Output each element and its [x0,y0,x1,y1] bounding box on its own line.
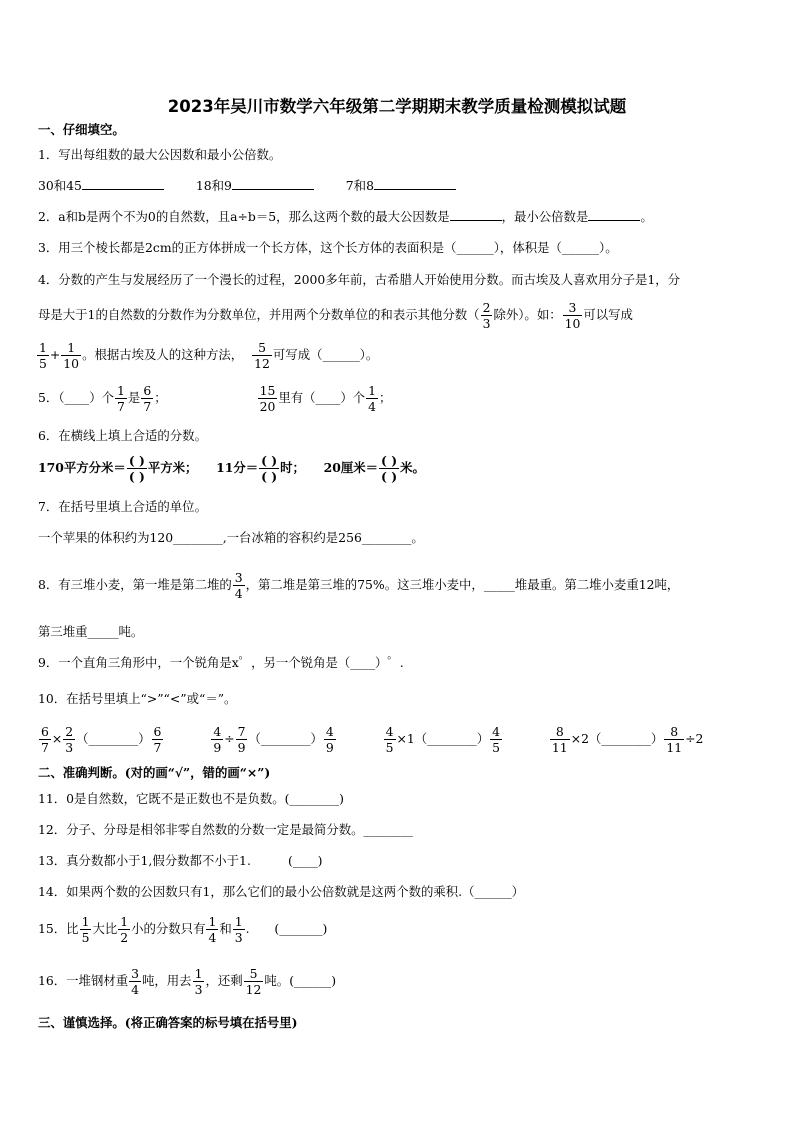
fraction-6-7: $\frac{6}{7}$ [143,383,152,414]
question-13: 13．真分数都小于1,假分数都不小于1. (____) [38,853,323,868]
question-3: 3．用三个棱长都是2cm的正方体拼成一个长方体，这个长方体的表面积是（______），体积是（______）。 [38,240,618,255]
fraction-blank[interactable]: ( ) ( ) [128,453,145,484]
fraction-3-10: $\frac{3}{10}$ [564,300,581,331]
q5-text-a: 5．（____）个 [38,390,115,405]
q1-item-1: 30和45 [38,178,82,193]
q6-text-e: 20厘米＝ [323,460,379,475]
q5-text-d: 里有（____）个 [278,390,366,405]
q4-text-d: 。根据古埃及人的这种方法， [82,347,244,362]
question-14: 14．如果两个数的公因数只有1，那么它们的最小公倍数就是这两个数的乘积.（______） [38,884,525,899]
page-title: 2023年吴川市数学六年级第二学期期末教学质量检测模拟试题 [167,97,627,116]
question-10: 10．在括号里填上“>”“<”或“＝”。 [38,691,237,706]
q2-text-3: 。 [640,209,653,224]
q6-text-b: 平方米； [147,460,198,475]
question-4-line-2 [38,300,633,331]
q6-text-f: 米。 [400,460,425,475]
fraction-2-3: $\frac{2}{3}$ [482,300,491,331]
section-heading-multiple-choice: 三、谨慎选择。(将正确答案的标号填在括号里) [38,1015,298,1030]
q8-text-b: ，第二堆是第三堆的75%。这三堆小麦中，_____堆最重。第二堆小麦重12吨， [245,577,680,592]
fraction-15-20: $\frac{15}{20}$ [259,383,276,414]
question-7: 7．在括号里填上合适的单位。 [38,499,207,514]
answer-blank[interactable] [450,208,502,221]
q4-text-e: 可写成（______）。 [272,347,379,362]
question-9: 9．一个直角三角形中，一个锐角是x゜，另一个锐角是（____）゜. [38,655,404,670]
q1-item-3: 7和8 [345,178,374,193]
fraction-1-5: $\frac{1}{5}$ [39,340,47,371]
q5-text-c: ； [154,390,167,405]
fraction-blank[interactable]: ( ) ( ) [261,453,278,484]
q4-text-a: 母是大于1的自然数的分数作为分数单位，并用两个分数单位的和表示其他分数（ [38,307,480,322]
question-12: 12．分子、分母是相邻非零自然数的分数一定是最简分数。________ [38,822,414,837]
q2-text-2: ，最小公倍数是 [501,209,589,224]
fraction-1-7: $\frac{1}{7}$ [117,383,125,414]
answer-blank[interactable]: （________） [414,731,490,746]
question-6: 6．在横线上填上合适的分数。 [38,428,207,443]
answer-blank[interactable] [374,177,456,190]
question-5 [38,383,391,414]
q5-text-e: ； [379,390,392,405]
answer-blank[interactable]: （________） [588,731,664,746]
question-10-items: $\frac{6}{7}$ × $\frac{2}{3}$ （________） $\frac{6}{7}$ $\frac{4}{9}$ ÷ $\frac{7}{9}$ （________） $\frac{4}{9}$ $\frac{4}{5}$ ×1（________） $\frac{4}{5}$ $\frac{8}{11}$ ×2（________） $\frac{8}{11}$ ÷2 [41,724,704,755]
question-4-line-3: $\frac{1}{5}$ + $\frac{1}{10}$ 。根据古埃及人的这种方法， $\frac{5}{12}$ 可写成（______）。 [39,340,379,371]
q4-text-b: 除外）。如： [493,307,562,322]
fraction-1-4: $\frac{1}{4}$ [368,383,376,414]
answer-blank[interactable] [82,177,164,190]
question-1-items [38,177,456,194]
question-6-items [38,451,425,485]
q8-text-a: 8．有三堆小麦，第一堆是第二堆的 [38,577,232,592]
section-heading-judgement: 二、准确判断。(对的画“√”，错的画“×”) [38,765,271,780]
answer-blank[interactable] [588,208,640,221]
q6-text-a: 170平方分米＝ [38,460,126,475]
question-4-line-1: 4．分数的产生与发展经历了一个漫长的过程，2000多年前，古希腊人开始使用分数。而古埃及人喜欢用分子是1，分 [38,272,681,287]
answer-blank[interactable]: （________） [248,731,323,746]
q4-text-c: 可以写成 [583,307,633,322]
fraction-3-4: $\frac{3}{4}$ [234,570,243,601]
question-1: 1．写出每组数的最大公因数和最小公倍数。 [38,147,282,162]
q6-text-d: 时； [280,460,305,475]
q5-text-b: 是 [127,390,141,405]
question-15: 15．比 $\frac{1}{5}$ 大比 $\frac{1}{2}$ 小的分数只有 $\frac{1}{4}$ 和 $\frac{1}{3}$ . (_______) [38,914,328,945]
answer-blank[interactable]: （________） [76,731,151,746]
section-heading-fill-in: 一、仔细填空。 [38,122,125,137]
question-8 [38,570,679,601]
q1-item-2: 18和9 [195,178,232,193]
q2-text-1: 2．a和b是两个不为0的自然数，且a÷b＝5，那么这两个数的最大公因数是 [38,209,450,224]
fraction-blank[interactable]: ( ) ( ) [381,453,398,484]
question-11: 11．0是自然数，它既不是正数也不是负数。(________) [38,791,344,806]
fraction-1-10: $\frac{1}{10}$ [63,340,80,371]
question-7-line: 一个苹果的体积约为120________,一台冰箱的容积约是256________。 [38,530,424,545]
question-16: 16．一堆钢材重 $\frac{3}{4}$ 吨，用去 $\frac{1}{3}$ ，还剩 $\frac{5}{12}$ 吨。(______) [38,966,337,997]
fraction-5-12: $\frac{5}{12}$ [254,340,270,371]
q6-text-c: 11分＝ [216,460,259,475]
question-2 [38,208,653,225]
answer-blank[interactable] [232,177,314,190]
question-8-line-2: 第三堆重_____吨。 [38,624,144,639]
